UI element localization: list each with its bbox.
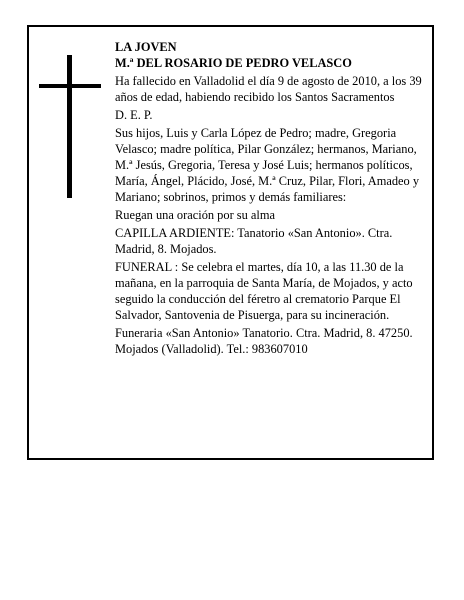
prayer-request: Ruegan una oración por su alma — [115, 208, 275, 222]
notice-text — [115, 39, 427, 359]
cross-vertical-bar — [67, 55, 72, 198]
cross-horizontal-bar — [39, 84, 101, 88]
funeral-home-info: Funeraria «San Antonio» Tanatorio. Ctra. Madrid, 8. 47250. Mojados (Valladolid). Tel.: 983607010 — [115, 326, 413, 356]
notice-title: LA JOVEN — [115, 40, 177, 54]
family-list: Sus hijos, Luis y Carla López de Pedro; madre, Gregoria Velasco; madre política, Pilar González; hermanos, Mariano, M.ª Jesús, Gregoria, Teresa y José Luis; hermanos políticos, María, Ángel, Plácido, José, M.ª Cruz, Pilar, Flori, Amadeo y Mariano; sobrinos, primos y demás familiares: — [115, 126, 420, 204]
death-announcement: Ha fallecido en Valladolid el día 9 de agosto de 2010, a los 39 años de edad, habiendo recibido los Santos Sacramentos — [115, 74, 422, 104]
obituary-notice — [27, 25, 434, 460]
dep-text: D. E. P. — [115, 108, 153, 122]
deceased-name: M.ª DEL ROSARIO DE PEDRO VELASCO — [115, 56, 352, 70]
chapel-info: CAPILLA ARDIENTE: Tanatorio «San Antonio». Ctra. Madrid, 8. Mojados. — [115, 226, 393, 256]
cross-icon — [39, 55, 101, 198]
funeral-info: FUNERAL : Se celebra el martes, día 10, a las 11.30 de la mañana, en la parroquia de Santa María, de Mojados, y acto seguido la conducción del féretro al crematorio Parque El Salvador, Santovenia de Pisuerga, para su incineración. — [115, 260, 413, 322]
